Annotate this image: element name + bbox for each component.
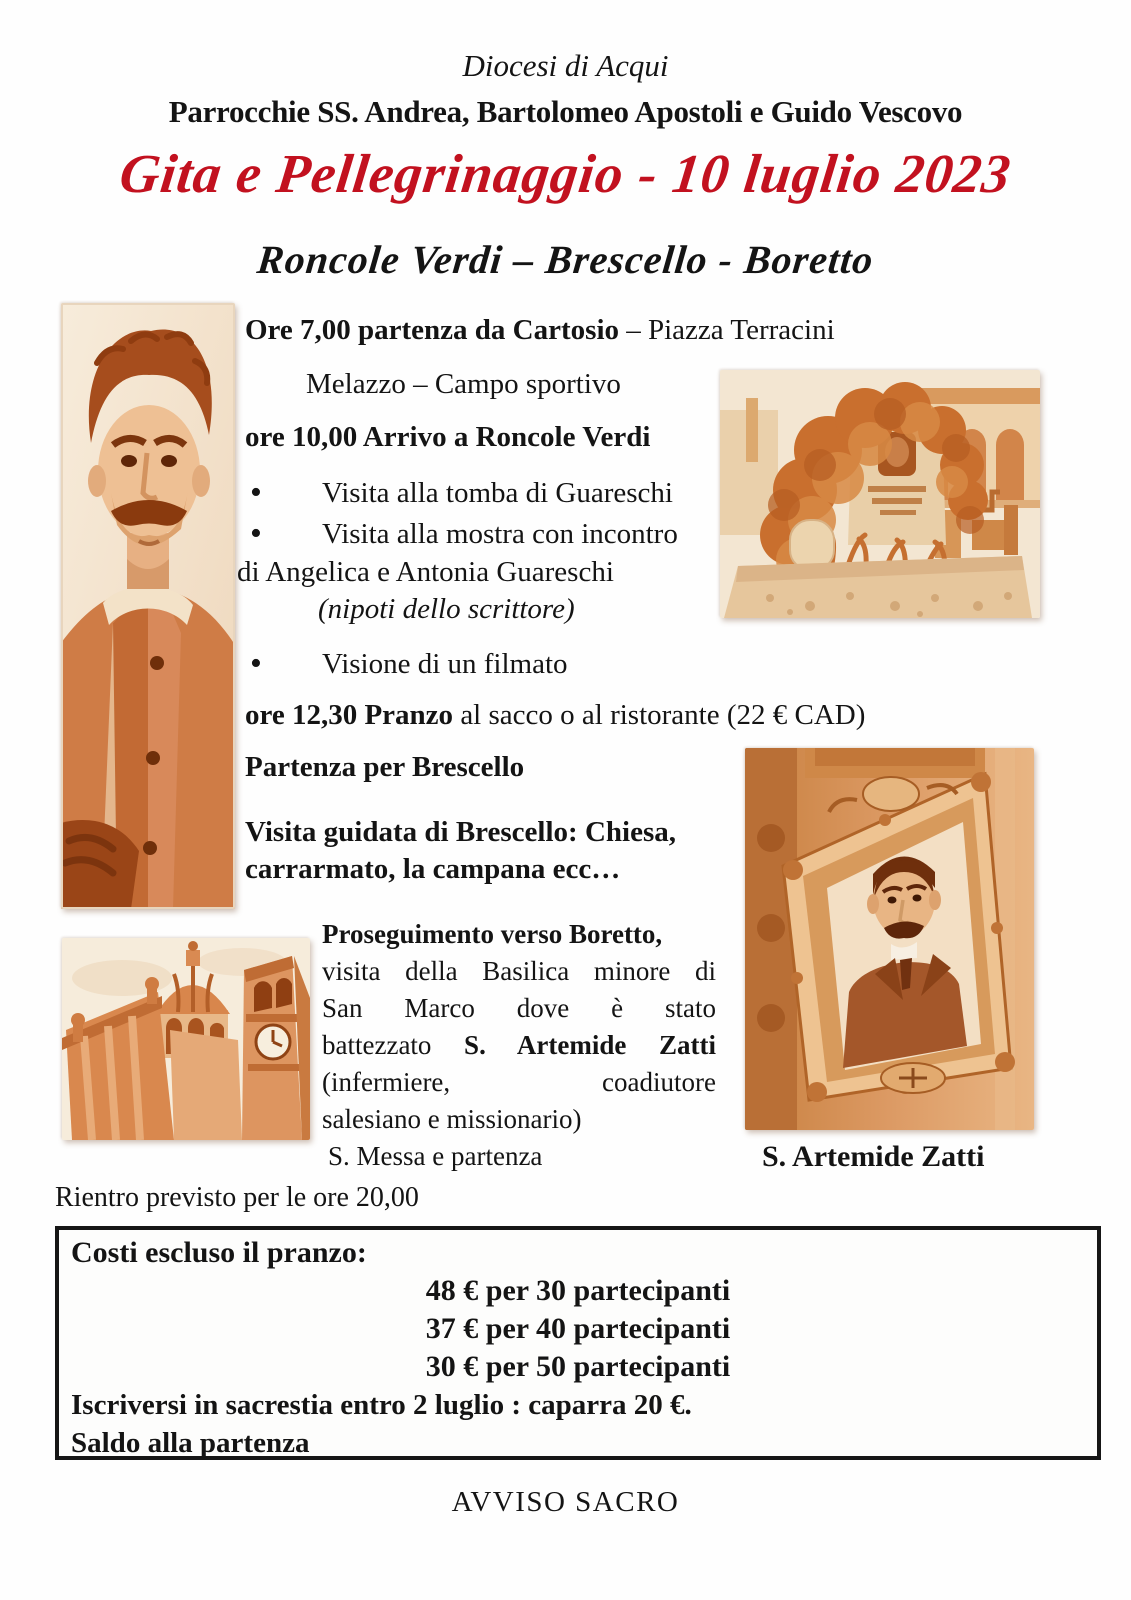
bullet-filmato: Visione di un filmato — [322, 648, 568, 680]
brescello-visit-line1: Visita guidata di Brescello: Chiesa, — [245, 816, 676, 848]
bullet-mostra-note: (nipoti dello scrittore) — [318, 593, 575, 625]
cost-tier-50: 30 € per 50 partecipanti — [425, 1350, 731, 1383]
zatti-portrait-illustration — [745, 748, 1034, 1130]
enrollment-line: Iscriversi in sacrestia entro 2 luglio : caparra 20 €. — [71, 1389, 692, 1421]
sacred-notice: AVVISO SACRO — [451, 1486, 680, 1518]
bullet-mostra-cont: di Angelica e Antonia Guareschi — [237, 556, 614, 588]
return-line: Rientro previsto per le ore 20,00 — [55, 1182, 419, 1213]
cost-tier-30: 48 € per 30 partecipanti — [425, 1274, 731, 1307]
lunch-line — [245, 699, 865, 732]
basilica-illustration — [62, 938, 310, 1140]
bullet-icon — [250, 474, 262, 512]
boretto-line4-pre: battezzato — [322, 1030, 432, 1060]
boretto-paragraph — [322, 916, 716, 1175]
bullet-icon — [250, 645, 262, 683]
melazzo-line: Melazzo – Campo sportivo — [306, 368, 621, 400]
boretto-line2: visita della Basilica minore di — [322, 956, 716, 986]
departure-line — [245, 314, 835, 347]
guareschi-portrait-photo — [61, 303, 235, 909]
guareschi-portrait-illustration — [61, 303, 235, 909]
cost-tier-40: 37 € per 40 partecipanti — [425, 1312, 731, 1345]
mass-line: S. Messa e partenza — [328, 1141, 543, 1171]
costs-box — [55, 1226, 1101, 1460]
brescello-departure-line: Partenza per Brescello — [245, 751, 525, 783]
boretto-line6: salesiano e missionario) — [322, 1104, 582, 1134]
boretto-line5: (infermiere, coadiutore — [322, 1067, 716, 1097]
bullet-tomba: Visita alla tomba di Guareschi — [322, 477, 673, 509]
zatti-portrait-photo — [745, 748, 1034, 1130]
boretto-line3: San Marco dove è stato — [322, 993, 716, 1023]
departure-time: Ore 7,00 partenza da Cartosio — [245, 314, 619, 346]
costs-heading: Costi escluso il pranzo: — [71, 1236, 367, 1269]
boretto-basilica-photo — [62, 938, 310, 1140]
brescello-visit-line2: carrarmato, la campana ecc… — [245, 853, 621, 885]
page-title: Gita e Pellegrinaggio - 10 luglio 2023 — [116, 143, 1015, 204]
lunch-time: ore 12,30 Pranzo — [245, 699, 454, 731]
diocese-line: Diocesi di Acqui — [462, 48, 669, 83]
arrival-line: ore 10,00 Arrivo a Roncole Verdi — [245, 421, 651, 453]
bullet-icon — [250, 515, 262, 553]
boretto-line4 — [322, 1027, 716, 1064]
balance-line: Saldo alla partenza — [71, 1427, 310, 1459]
boretto-heading: Proseguimento verso Boretto, — [322, 919, 663, 949]
lunch-detail: al sacco o al ristorante (22 € CAD) — [453, 699, 866, 731]
parishes-line: Parrocchie SS. Andrea, Bartolomeo Apostoli e Guido Vescovo — [168, 94, 963, 129]
zatti-caption: S. Artemide Zatti — [762, 1140, 985, 1173]
bullet-mostra: Visita alla mostra con incontro — [322, 518, 678, 550]
guareschi-tomb-photo — [720, 370, 1040, 618]
boretto-line4-saint: S. Artemide Zatti — [464, 1030, 716, 1060]
departure-place: – Piazza Terracini — [619, 314, 835, 346]
tomb-illustration — [720, 370, 1040, 618]
page-subtitle: Roncole Verdi – Brescello - Boretto — [255, 237, 876, 282]
